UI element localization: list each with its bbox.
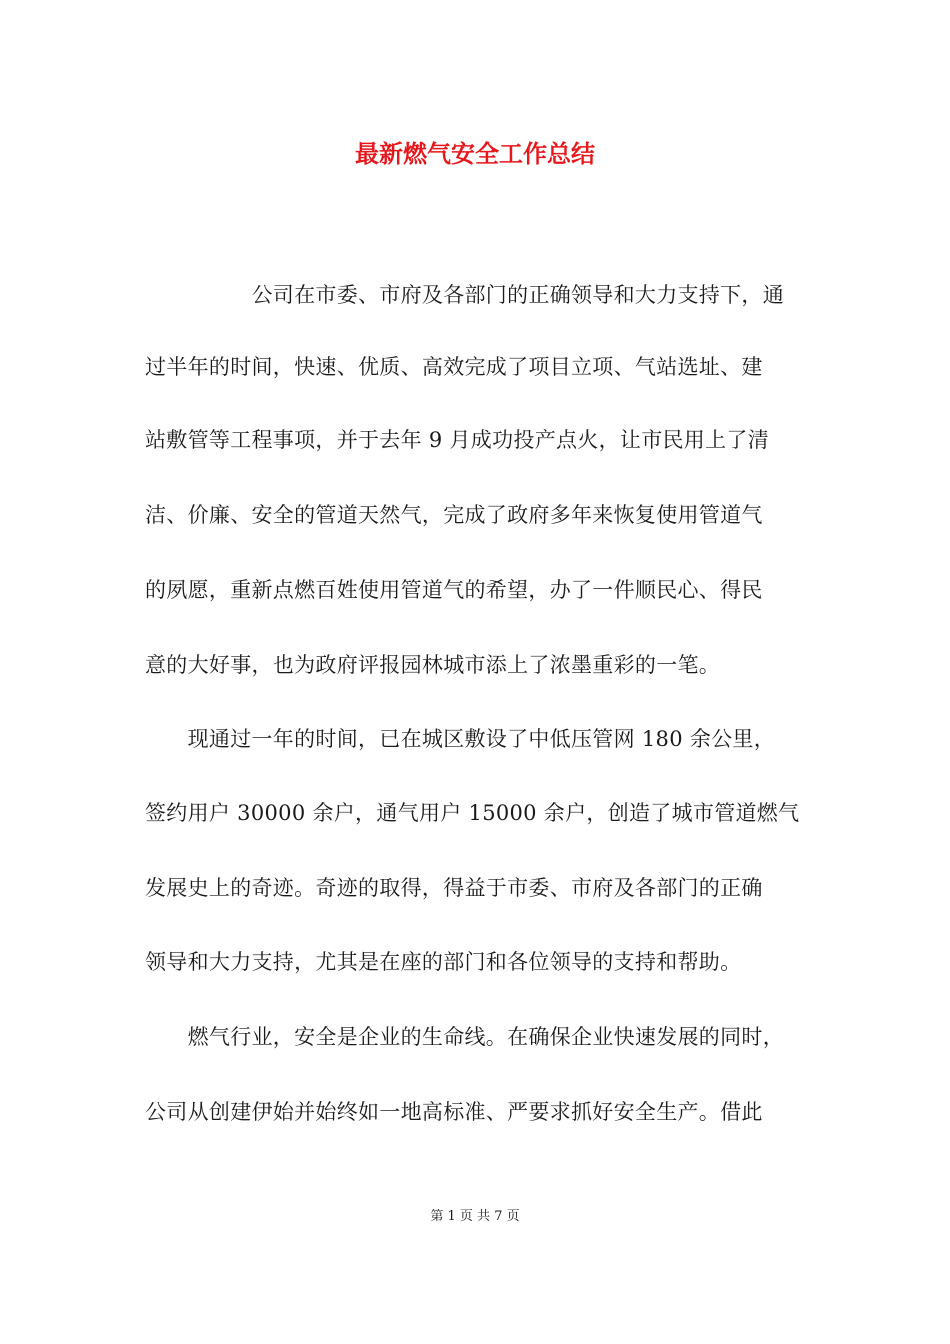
body-line: 站敷管等工程事项，并于去年 9 月成功投产点火，让市民用上了清 [145,428,770,452]
body-line: 意的大好事，也为政府评报园林城市添上了浓墨重彩的一笔。 [145,653,721,677]
page-number: 第 1 页 共 7 页 [430,1209,520,1224]
body-line: 签约用户 30000 余户，通气用户 15000 余户，创造了城市管道燃气 [145,801,800,825]
body-line: 现通过一年的时间，已在城区敷设了中低压管网 180 余公里， [145,727,776,751]
body-line: 领导和大力支持，尤其是在座的部门和各位领导的支持和帮助。 [145,950,742,974]
body-line: 燃气行业，安全是企业的生命线。在确保企业快速发展的同时， [145,1025,784,1049]
document-title: 最新燃气安全工作总结 [355,139,595,168]
body-line: 的夙愿，重新点燃百姓使用管道气的希望，办了一件顺民心、得民 [145,578,763,602]
body-line: 洁、价廉、安全的管道天然气，完成了政府多年来恢复使用管道气 [145,503,763,527]
body-line: 公司从创建伊始并始终如一地高标准、严要求抓好安全生产。借此 [145,1100,763,1124]
body-line: 公司在市委、市府及各部门的正确领导和大力支持下，通 [145,283,784,307]
body-line: 发展史上的奇迹。奇迹的取得，得益于市委、市府及各部门的正确 [145,876,763,900]
body-line: 过半年的时间，快速、优质、高效完成了项目立项、气站选址、建 [145,355,763,379]
